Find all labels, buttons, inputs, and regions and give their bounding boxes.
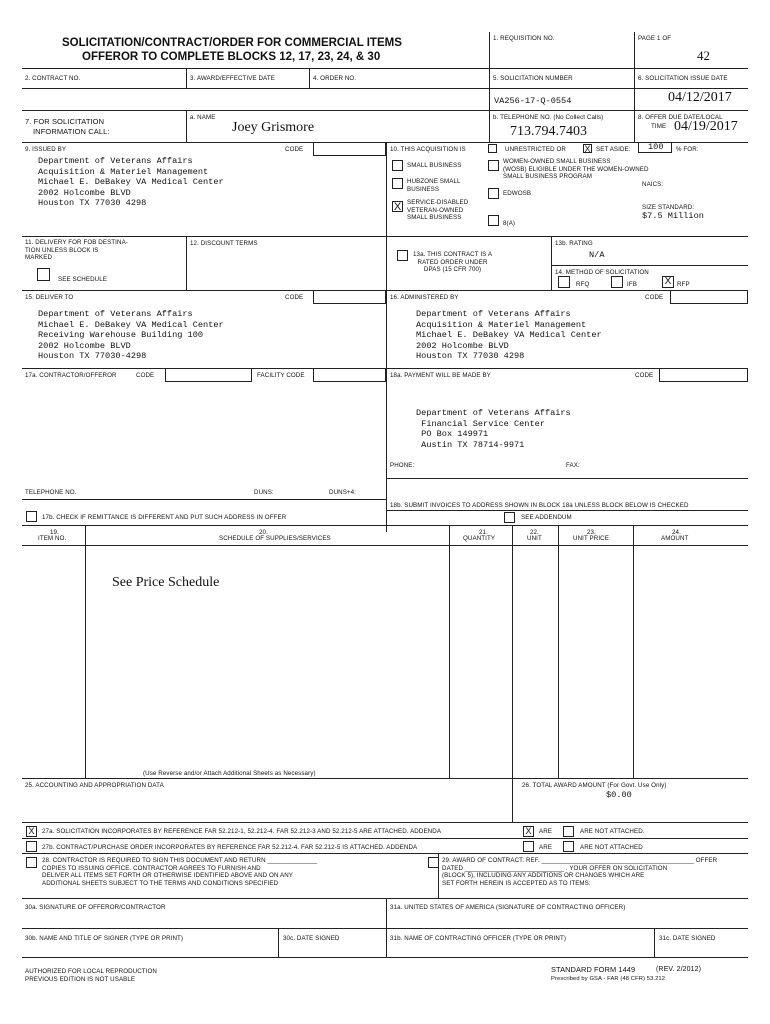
- ifb-label: IFB: [627, 281, 637, 288]
- duns-label: DUNS:: [254, 489, 274, 496]
- deliver-to-code-label: CODE: [285, 294, 304, 301]
- schedule-body: See Price Schedule: [112, 575, 220, 590]
- facility-code-label: FACILITY CODE: [257, 372, 305, 379]
- sdvosb-label: SERVICE-DISABLED VETERAN-OWNED SMALL BUSINESS: [407, 199, 469, 221]
- facility-code-field[interactable]: [313, 368, 386, 382]
- signer-date-label: 30c. DATE SIGNED: [283, 935, 340, 942]
- signature-offeror-label: 30a. SIGNATURE OF OFFEROR/CONTRACTOR: [25, 904, 166, 911]
- small-business-checkbox[interactable]: [392, 160, 403, 171]
- sdvosb-checkbox[interactable]: X: [393, 201, 402, 213]
- fax-label: FAX:: [566, 462, 580, 469]
- accounting-label: 25. ACCOUNTING AND APPROPRIATION DATA: [25, 782, 164, 789]
- clause-27a-label: 27a. SOLICITATION INCORPORATES BY REFERENCE FAR 52.212-1, 52.212-4. FAR 52.212-3 AND 52.212-5 ARE ATTACHED. ADDENDA: [42, 828, 442, 835]
- issue-date-value[interactable]: 04/12/2017: [668, 90, 732, 105]
- col20-number: 20.: [259, 529, 268, 536]
- unrestricted-label: UNRESTRICTED OR: [505, 146, 566, 153]
- time-label: TIME: [651, 123, 667, 130]
- order-no-label: 4. ORDER NO.: [313, 75, 357, 82]
- total-award-value: $0.00: [606, 790, 632, 800]
- signature-officer-label: 31a. UNITED STATES OF AMERICA (SIGNATURE OF CONTRACTING OFFICER): [390, 904, 626, 911]
- deliver-to-label: 15. DELIVER TO: [25, 294, 74, 301]
- rfp-label: RFP: [677, 281, 690, 288]
- offer-due-date[interactable]: 04/19/2017: [674, 119, 738, 134]
- phone-label: PHONE:: [390, 462, 415, 469]
- clause-27a-not: ARE NOT ATTACHED.: [580, 828, 645, 835]
- rated-order-checkbox[interactable]: [397, 250, 408, 261]
- telephone-label: b. TELEPHONE NO. (No Collect Calls): [493, 114, 604, 121]
- contractor-telephone-label: TELEPHONE NO.: [25, 489, 77, 496]
- ifb-checkbox[interactable]: [611, 276, 623, 288]
- eight-a-label: 8(A): [503, 220, 516, 227]
- clause-29-text: 29. AWARD OF CONTRACT: REF. ___________________________________________ OFFER DATED ____________________________ . YOUR OFFER ON SOLICITATION (BLOCK 5), INCLUDING ANY ADDITIONS OR CHANGES WHICH ARE SET FORTH HEREIN IS ACCEPTED AS TO ITEMS:: [442, 857, 718, 887]
- rating-value: N/A: [589, 250, 605, 260]
- clause-27b-are-checkbox[interactable]: [523, 841, 534, 852]
- clause-27b-not: ARE NOT ATTACHED: [580, 844, 643, 851]
- clause-27b-are: ARE: [539, 844, 553, 851]
- naics-label: NAICS:: [642, 181, 664, 188]
- officer-date-label: 31c. DATE SIGNED: [659, 935, 716, 942]
- see-schedule-checkbox[interactable]: [37, 268, 50, 281]
- see-schedule-label: SEE SCHEDULE: [58, 276, 107, 283]
- size-standard-label: SIZE STANDARD:: [642, 204, 695, 211]
- issued-by-code-field[interactable]: [313, 142, 386, 156]
- offer-due-label: 8. OFFER DUE DATE/LOCAL: [638, 114, 723, 121]
- col-item-no: ITEM NO.: [38, 535, 67, 542]
- col24-number: 24.: [672, 529, 681, 536]
- clause-28-text: 28. CONTRACTOR IS REQUIRED TO SIGN THIS DOCUMENT AND RETURN ______________ COPIES TO ISSUING OFFICE. CONTRACTOR AGREES TO FURNISH AND DELIVER ALL ITEMS SET FORTH OR OTHERWISE IDENTIFIED ABOVE AND ON ANY ADDITIONAL SHEETS SUBJECT TO THE TERMS AND CONDITIONS SPECIFIED: [42, 857, 318, 887]
- issue-date-label: 6. SOLICITATION ISSUE DATE: [638, 75, 728, 82]
- administered-code-field[interactable]: [670, 290, 748, 304]
- issued-by-address: Department of Veterans Affairs Acquisition & Materiel Management Michael E. DeBakey VA Medical Center 2002 Holcombe BLVD Houston TX 77030 4298: [38, 156, 224, 208]
- set-aside-label: SET ASIDE:: [596, 146, 631, 153]
- discount-terms-label: 12. DISCOUNT TERMS: [190, 240, 258, 247]
- officer-name-label: 31b. NAME OF CONTRACTING OFFICER (TYPE OR PRINT): [390, 935, 566, 942]
- size-standard-value: $7.5 Million: [642, 211, 704, 221]
- footer-reproduction: AUTHORIZED FOR LOCAL REPRODUCTION: [25, 968, 157, 975]
- hubzone-checkbox[interactable]: [392, 178, 403, 189]
- col-unit: UNIT: [527, 535, 542, 542]
- contract-no-label: 2. CONTRACT NO.: [25, 75, 81, 82]
- rated-order-label: 13a. THIS CONTRACT IS A RATED ORDER UNDER DPAS (15 CFR 700): [413, 251, 493, 273]
- rfq-checkbox[interactable]: [558, 276, 570, 288]
- page-label: PAGE 1 OF: [638, 35, 672, 42]
- payment-address: Department of Veterans Affairs Financial Service Center PO Box 149971 Austin TX 78714-9971: [416, 408, 571, 450]
- requisition-label: 1. REQUISITION NO.: [493, 35, 555, 42]
- col22-number: 22.: [530, 529, 539, 536]
- col19-number: 19.: [50, 529, 59, 536]
- edwosb-label: EDWOSB: [503, 190, 532, 197]
- clause-28-checkbox[interactable]: [26, 857, 37, 868]
- rfq-label: RFQ: [576, 281, 590, 288]
- form-subtitle: OFFEROR TO COMPLETE BLOCKS 12, 17, 23, 24, & 30: [82, 51, 381, 63]
- for-solicitation-label: 7. FOR SOLICITATION: [25, 117, 105, 126]
- page-count: 42: [697, 48, 710, 63]
- remittance-label: 17b. CHECK IF REMITTANCE IS DIFFERENT AND PUT SUCH ADDRESS IN OFFER: [42, 514, 287, 521]
- footer-prescribed: Prescribed by GSA - FAR (48 CFR) 53.212: [551, 976, 666, 982]
- payment-label: 18a. PAYMENT WILL BE MADE BY: [390, 372, 491, 379]
- contractor-code-field[interactable]: [165, 368, 252, 382]
- col-unit-price: UNIT PRICE: [573, 535, 609, 542]
- clause-27b-checkbox[interactable]: [26, 841, 37, 852]
- footer-revision: (REV. 2/2012): [656, 966, 702, 973]
- col21-number: 21.: [479, 529, 488, 536]
- total-award-label: 26. TOTAL AWARD AMOUNT (For Govt. Use Only): [522, 782, 667, 789]
- percent-for-label: % FOR:: [676, 146, 699, 153]
- deliver-to-code-field[interactable]: [313, 290, 386, 304]
- clause-27a-checkbox[interactable]: X: [26, 826, 37, 837]
- set-aside-percent[interactable]: 100: [648, 142, 664, 152]
- delivery-fob-label: 11. DELIVERY FOR FOB DESTINA- TION UNLESS BLOCK IS MARKED: [25, 239, 128, 261]
- form-title: SOLICITATION/CONTRACT/ORDER FOR COMMERCIAL ITEMS: [62, 37, 402, 49]
- hubzone-label: HUBZONE SMALL BUSINESS: [407, 178, 461, 193]
- contact-name[interactable]: Joey Grismore: [232, 120, 315, 135]
- duns4-label: DUNS+4:: [329, 489, 357, 496]
- solicitation-number-value[interactable]: VA256-17-Q-0554: [494, 96, 572, 106]
- footer-previous-edition: PREVIOUS EDITION IS NOT USABLE: [25, 976, 136, 983]
- edwosb-checkbox[interactable]: [488, 188, 499, 199]
- telephone-value[interactable]: 713.794.7403: [510, 124, 587, 139]
- invoice-label: 18b. SUBMIT INVOICES TO ADDRESS SHOWN IN BLOCK 18a UNLESS BLOCK BELOW IS CHECKED: [390, 502, 689, 509]
- small-business-label: SMALL BUSINESS: [407, 162, 462, 169]
- signer-name-label: 30b. NAME AND TITLE OF SIGNER (TYPE OR PRINT): [25, 935, 184, 942]
- administered-by-label: 16. ADMINISTERED BY: [390, 294, 459, 301]
- issued-by-label: 9. ISSUED BY: [25, 146, 67, 153]
- administered-code-label: CODE: [645, 294, 664, 301]
- wosb-checkbox[interactable]: [488, 160, 499, 171]
- footer-standard-form: STANDARD FORM 1449: [551, 965, 636, 974]
- reverse-note: (Use Reverse and/or Attach Additional Sheets as Necessary): [143, 770, 316, 777]
- eight-a-checkbox[interactable]: [488, 215, 499, 226]
- acquisition-label: 10. THIS ACQUISITION IS: [390, 146, 466, 153]
- clause-27a-are-checkbox[interactable]: X: [523, 826, 534, 837]
- col-amount: AMOUNT: [661, 535, 689, 542]
- set-aside-checkbox[interactable]: X: [584, 144, 591, 154]
- information-call-label: INFORMATION CALL:: [33, 127, 110, 136]
- wosb-label: WOMEN-OWNED SMALL BUSINESS (WOSB) ELIGIBLE UNDER THE WOMEN-OWNED SMALL BUSINESS PROGRAM: [503, 158, 649, 180]
- solicitation-number-label: 5. SOLICITATION NUMBER: [493, 75, 573, 82]
- payment-code-field[interactable]: [659, 368, 748, 382]
- remittance-checkbox[interactable]: [26, 511, 37, 522]
- contractor-label: 17a. CONTRACTOR/OFFEROR: [25, 372, 117, 379]
- method-of-solicitation-label: 14. METHOD OF SOLICITATION: [555, 269, 649, 276]
- clause-27b-not-checkbox[interactable]: [563, 841, 574, 852]
- see-addendum-checkbox[interactable]: [504, 512, 515, 523]
- contractor-code-label: CODE: [136, 372, 155, 379]
- see-addendum-label: SEE ADDENDUM: [521, 514, 572, 521]
- deliver-to-address: Department of Veterans Affairs Michael E. DeBakey VA Medical Center Receiving Warehouse Building 100 2002 Holcombe BLVD Houston TX 77030-4298: [38, 309, 224, 361]
- clause-27b-label: 27b. CONTRACT/PURCHASE ORDER INCORPORATES BY REFERENCE FAR 52.212-4. FAR 52.212-5 IS ATTACHED. ADDENDA: [42, 844, 418, 851]
- col23-number: 23.: [587, 529, 596, 536]
- rating-label: 13b. RATING: [555, 240, 593, 247]
- clause-27a-not-checkbox[interactable]: [563, 826, 574, 837]
- administered-by-address: Department of Veterans Affairs Acquisition & Materiel Management Michael E. DeBakey VA Medical Center 2002 Holcombe BLVD Houston TX 77030 4298: [416, 309, 602, 361]
- award-date-label: 3. AWARD/EFFECTIVE DATE: [190, 75, 275, 82]
- issued-by-code-label: CODE: [285, 146, 304, 153]
- name-label: a. NAME: [190, 114, 216, 121]
- clause-29-checkbox[interactable]: [428, 857, 439, 868]
- col-schedule: SCHEDULE OF SUPPLIES/SERVICES: [219, 535, 331, 542]
- col-quantity: QUANTITY: [463, 535, 496, 542]
- unrestricted-checkbox[interactable]: [488, 144, 497, 153]
- rfp-checkbox[interactable]: X: [662, 276, 674, 288]
- payment-code-label: CODE: [635, 372, 654, 379]
- clause-27a-are: ARE: [539, 828, 553, 835]
